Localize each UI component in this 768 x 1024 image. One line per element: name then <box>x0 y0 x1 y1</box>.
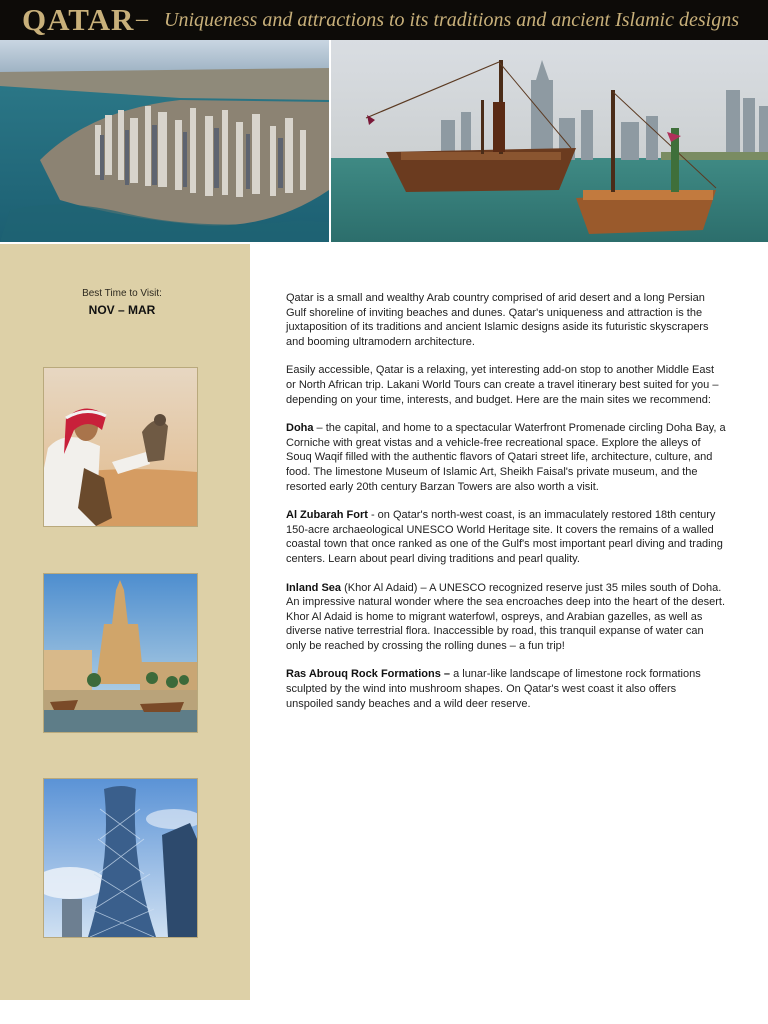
falconer-photo <box>43 367 198 527</box>
inland-sea-heading: Inland Sea <box>286 581 342 594</box>
zubarah-paragraph <box>286 508 726 566</box>
doha-paragraph <box>286 421 726 494</box>
inland-sea-paren: (Khor Al Adaid) <box>341 581 418 594</box>
zubarah-heading: Al Zubarah Fort <box>286 509 368 522</box>
title-dash: – <box>136 6 148 32</box>
doha-tower-photo <box>43 778 198 938</box>
ras-abrouq-paragraph <box>286 667 726 711</box>
best-time-value: NOV – MAR <box>88 303 156 317</box>
doha-aerial-photo <box>0 40 329 242</box>
best-time-label: Best Time to Visit: <box>82 288 162 299</box>
inland-sea-text: – A UNESCO recognized reserve just 35 miles south of Doha. An impressive natural wonder where the sea encroaches deep into the heart of the desert. Khor Al Adaid is home to migrant waterfowl, ospreys, and Arabian gazelles, as well as diverse native terrestrial flora. Inaccessible by road, this tranquil expanse of water can only be reached by crossing the rolling dunes – a fun trip! <box>286 581 726 652</box>
ras-abrouq-heading: Ras Abrouq Rock Formations – <box>286 668 451 681</box>
doha-text: – the capital, and home to a spectacular Waterfront Promenade circling Doha Bay, a Corniche with great vistas and a vehicle-free recreational space. Explore the alleys of Souq Waqif filled with the authentic flavors of Qatari street life, architecture, culture, and food. The limestone Museum of Islamic Art, Sheikh Faisal's private museum, and the <box>286 422 726 478</box>
main-content <box>286 291 726 725</box>
zubarah-text: - on Qatar's north-west coast, is an immaculately restored 18th century 150-acre archaeological UNESCO World Heritage site. It covers the remains of a walled coastal town that once ranked as one of the Gulf's most important pearl diving and trading centers. Learn about pearl diving traditions and pearl quality. <box>286 509 723 565</box>
dhow-boats-photo <box>331 40 768 242</box>
doha-heading: Doha <box>286 422 314 435</box>
ras-abrouq-text: a lunar-like landscape of limestone rock formations sculpted by the wind into mushroom shapes. On Qatar's west coast it also offers unspoiled sandy beaches and a wild deer reserve. <box>286 668 701 710</box>
intro-paragraph: Qatar is a small and wealthy Arab country comprised of arid desert and a long Persian Gulf shoreline of inviting beaches and dunes. Qatar's uniqueness and attraction is the juxtaposition of its traditions and ancient Islamic designs aside its futuristic skyscrapers and booming ultramodern architecture. <box>286 292 709 348</box>
header-bar <box>0 0 768 40</box>
page-title: QATAR <box>22 2 135 37</box>
doha-text-continued: resorted early 20th century Barzan Towers are also worth a visit. <box>286 480 599 493</box>
mosque-waterfront-photo <box>43 573 198 733</box>
page-subtitle: Uniqueness and attractions to its traditions and ancient Islamic designs <box>164 9 739 31</box>
inland-sea-paragraph <box>286 581 726 654</box>
access-paragraph: Easily accessible, Qatar is a relaxing, yet interesting add-on stop to another Middle East or North African trip. Lakani World Tours can create a travel itinerary best suited for you – depending on your time, interests, and budget. Here are the main sites we recommend: <box>286 364 719 406</box>
